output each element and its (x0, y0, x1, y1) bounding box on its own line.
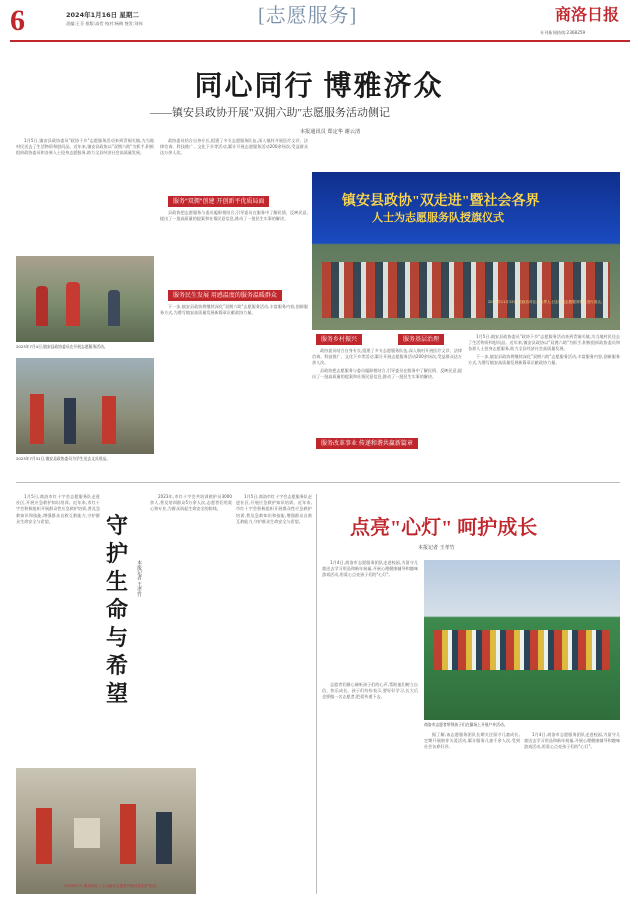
article2-title-char: 命 (105, 597, 128, 622)
divider-horizontal (16, 482, 620, 483)
photo-first-aid-training (16, 768, 196, 894)
newspaper-logo: 商洛日报 (555, 7, 620, 24)
article1-col6 (468, 334, 620, 474)
masthead-rule (10, 40, 630, 42)
article3-col2-text: 志愿者们耐心倾听孩子们的心声,帮助他们树立自信、快乐成长。孩子们纷纷表示,要好好学习,长大后也要做一名志愿者,把爱传递下去。 (322, 682, 418, 700)
article3-col1-text: 1月4日,商洛市志愿服务团队走进校园,为留守儿童送去学习用品和新年祝福,开展心理健康辅导和趣味游戏活动,用爱心点亮孩子们的"心灯"。 (322, 560, 418, 578)
subhead-2: 服务乡村振兴 (316, 334, 362, 345)
section-bracket-right: ] (349, 5, 358, 27)
article1-col6-text2: 下一步,镇安县政协将继续深化"双拥六助"志愿服务活动,丰富服务内容,创新服务方式,为谱写镇安高质量发展新篇章贡献政协力量。 (468, 353, 620, 365)
photo-volunteers-students (16, 358, 154, 454)
photo-caption-left1: 2023年7月4日,镇安县政协委员在开展志愿服务活动。 (16, 344, 108, 349)
page-number: 6 (10, 4, 25, 37)
crowd-row (322, 262, 610, 318)
person-figure (30, 394, 44, 444)
article3-col2 (424, 732, 520, 892)
article1-col5-text: 政协委员结合自身专长,组建了多支志愿服务队伍,深入镇村开展医疗义诊、法律咨询、科技推广、文化下乡等活动,累计开展志愿服务活动200余场次,受益群众达万余人次。 (312, 348, 462, 366)
photo-caption-center: 2023年11月15日,县政协对社会各界人士送来的志愿服务物资进行清点。 (488, 300, 605, 304)
person-figure (36, 286, 48, 326)
divider-vertical (316, 494, 317, 894)
photo-caption-article2: 2023年7月,商洛市红十字会组织志愿者开展应急救护培训。 (64, 884, 160, 888)
photo-banner-line1: 镇安县政协"双走进"暨社会各界 (342, 194, 540, 209)
article3-byline: 本报记者 王孝竹 (418, 545, 455, 551)
article1-col2 (160, 138, 308, 192)
section-title-text: 志愿服务 (265, 5, 350, 27)
photo-caption-left2: 2023年7月31日,镇安县政协委员为学生送去文具用品。 (16, 456, 111, 461)
subhead-3: 服务民生发展 用感温度的服务温暖群众 (168, 290, 282, 301)
article2-title-char: 望 (105, 681, 128, 706)
section-bracket-left: [ (258, 5, 266, 27)
article1-col1 (16, 138, 154, 256)
person-figure (74, 818, 100, 848)
article2-col1 (16, 494, 100, 764)
article3-col1-lower (322, 682, 418, 892)
article2-col2 (150, 494, 232, 764)
article1-subtitle: ——镇安县政协开展"双拥六助"志愿服务活动侧记 (150, 107, 390, 119)
person-figure (36, 808, 52, 864)
article3-col1 (322, 560, 418, 680)
person-figure (64, 398, 76, 444)
article2-title-char: 护 (105, 541, 128, 566)
article1-col1-text: 1月5日,镇安县政协委员"政协下乡"志愿服务活动来到青铜关镇,为当地村民送去了生活物资和慰问品。近年来,镇安县政协以"双拥六助"为抓手,积极组织政协委员和各界人士投身志愿服务,助力全县经济社会高质量发展。 (16, 138, 154, 156)
article2-title-char: 生 (105, 569, 128, 594)
article2-title-char: 希 (105, 653, 128, 678)
photo-caption-article3: 商洛市志愿者带领孩子们在操场上开展户外活动。 (424, 722, 508, 727)
article3-col3-text: 据了解,该志愿服务团队长期关注留守儿童成长,定期开展陪伴关爱活动,累计服务儿童千余人次,受到社会各界好评。 (424, 732, 520, 750)
date-line: 2024年1月16日 星期二 (66, 11, 139, 19)
person-figure (156, 812, 172, 864)
article2-col1-text: 1月5日,商洛市红十字会志愿服务队走进社区,开展应急救护知识培训。近年来,市红十字会积极组织开展群众性应急救护培训,普及急救知识和技能,增强群众自救互救能力,守护群众生命安全与希望。 (16, 494, 100, 524)
person-figure (102, 396, 116, 444)
article2-col2-text: 2023年,市红十字会共培训救护员3000余人,普及培训群众5万余人次,志愿者们用爱心和专业,为群众筑起生命安全的防线。 (150, 494, 232, 512)
person-figure (120, 804, 136, 864)
article1-col3-text: 县政协把志愿服务与委员履职相结合,引导委员在服务中了解民情、反映民意,提出了一批高质量的提案和社情民意信息,推动了一批民生实事的解决。 (160, 210, 308, 222)
children-group (434, 630, 610, 670)
article1-col5 (312, 348, 462, 474)
photo-banner-line2: 人士为志愿服务队授旗仪式 (372, 212, 504, 224)
article1-col6-text: 1月5日,镇安县政协委员"政协下乡"志愿服务活动来到青铜关镇,为当地村民送去了生活物资和慰问品。近年来,镇安县政协以"双拥六助"为抓手,积极组织政协委员和各界人士投身志愿服务,助力全县经济社会高质量发展。 (468, 334, 620, 352)
person-figure (108, 290, 120, 326)
subhead-1: 服务"双拥"创建 开创新平优质局面 (168, 196, 269, 207)
article2-col3-text: 1月5日,商洛市红十字会志愿服务队走进社区,开展应急救护知识培训。近年来,市红十字会积极组织开展群众性应急救护培训,普及急救知识和技能,增强群众自救互救能力,守护群众生命安全与希望。 (236, 494, 312, 524)
article2-byline: 本报记者 王孝竹 (136, 560, 142, 597)
person-figure (66, 282, 80, 326)
article2-col3 (236, 494, 312, 764)
article1-col2-text: 政协委员结合自身专长,组建了多支志愿服务队伍,深入镇村开展医疗义诊、法律咨询、科技推广、文化下乡等活动,累计开展志愿服务活动200余场次,受益群众达万余人次。 (160, 138, 308, 156)
photo-children-playground (424, 560, 620, 720)
article3-title: 点亮"心灯" 呵护成长 (350, 517, 538, 539)
article1-byline: 本报通讯员 郑定华 谢云清 (299, 129, 361, 135)
article2-title-char: 守 (105, 513, 128, 538)
editor-line: 责编:王芬 排版:高哲 校对:杨梅 签发:刘伟 (66, 21, 143, 26)
subhead-5: 服务改革事业 传递和谐共赢新篇章 (316, 438, 418, 449)
photo-flag-ceremony (312, 172, 620, 330)
article2-title-char: 与 (105, 625, 128, 650)
article1-col2-lower (160, 210, 308, 286)
masthead (0, 0, 638, 48)
article1-col2-bottom (160, 304, 308, 474)
article3-col3 (524, 732, 620, 892)
article1-col5-text2: 县政协把志愿服务与委员履职相结合,引导委员在服务中了解民情、反映民意,提出了一批高质量的提案和社情民意信息,推动了一批民生实事的解决。 (312, 367, 462, 379)
article2-title (104, 512, 130, 708)
section-title (258, 4, 357, 28)
article3-col1-repeat: 1月4日,商洛市志愿服务团队走进校园,为留守儿童送去学习用品和新年祝福,开展心理健康辅导和趣味游戏活动,用爱心点亮孩子们的"心灯"。 (524, 732, 620, 750)
subhead-4: 服务基层治理 (398, 334, 444, 345)
hotline-line: 专刊新闻热线:2368259 (540, 30, 586, 35)
article1-col4-text: 下一步,镇安县政协将继续深化"双拥六助"志愿服务活动,丰富服务内容,创新服务方式,为谱写镇安高质量发展新篇章贡献政协力量。 (160, 304, 308, 316)
article1-title: 同心同行 博雅济众 (194, 71, 444, 102)
photo-volunteers-street (16, 256, 154, 342)
